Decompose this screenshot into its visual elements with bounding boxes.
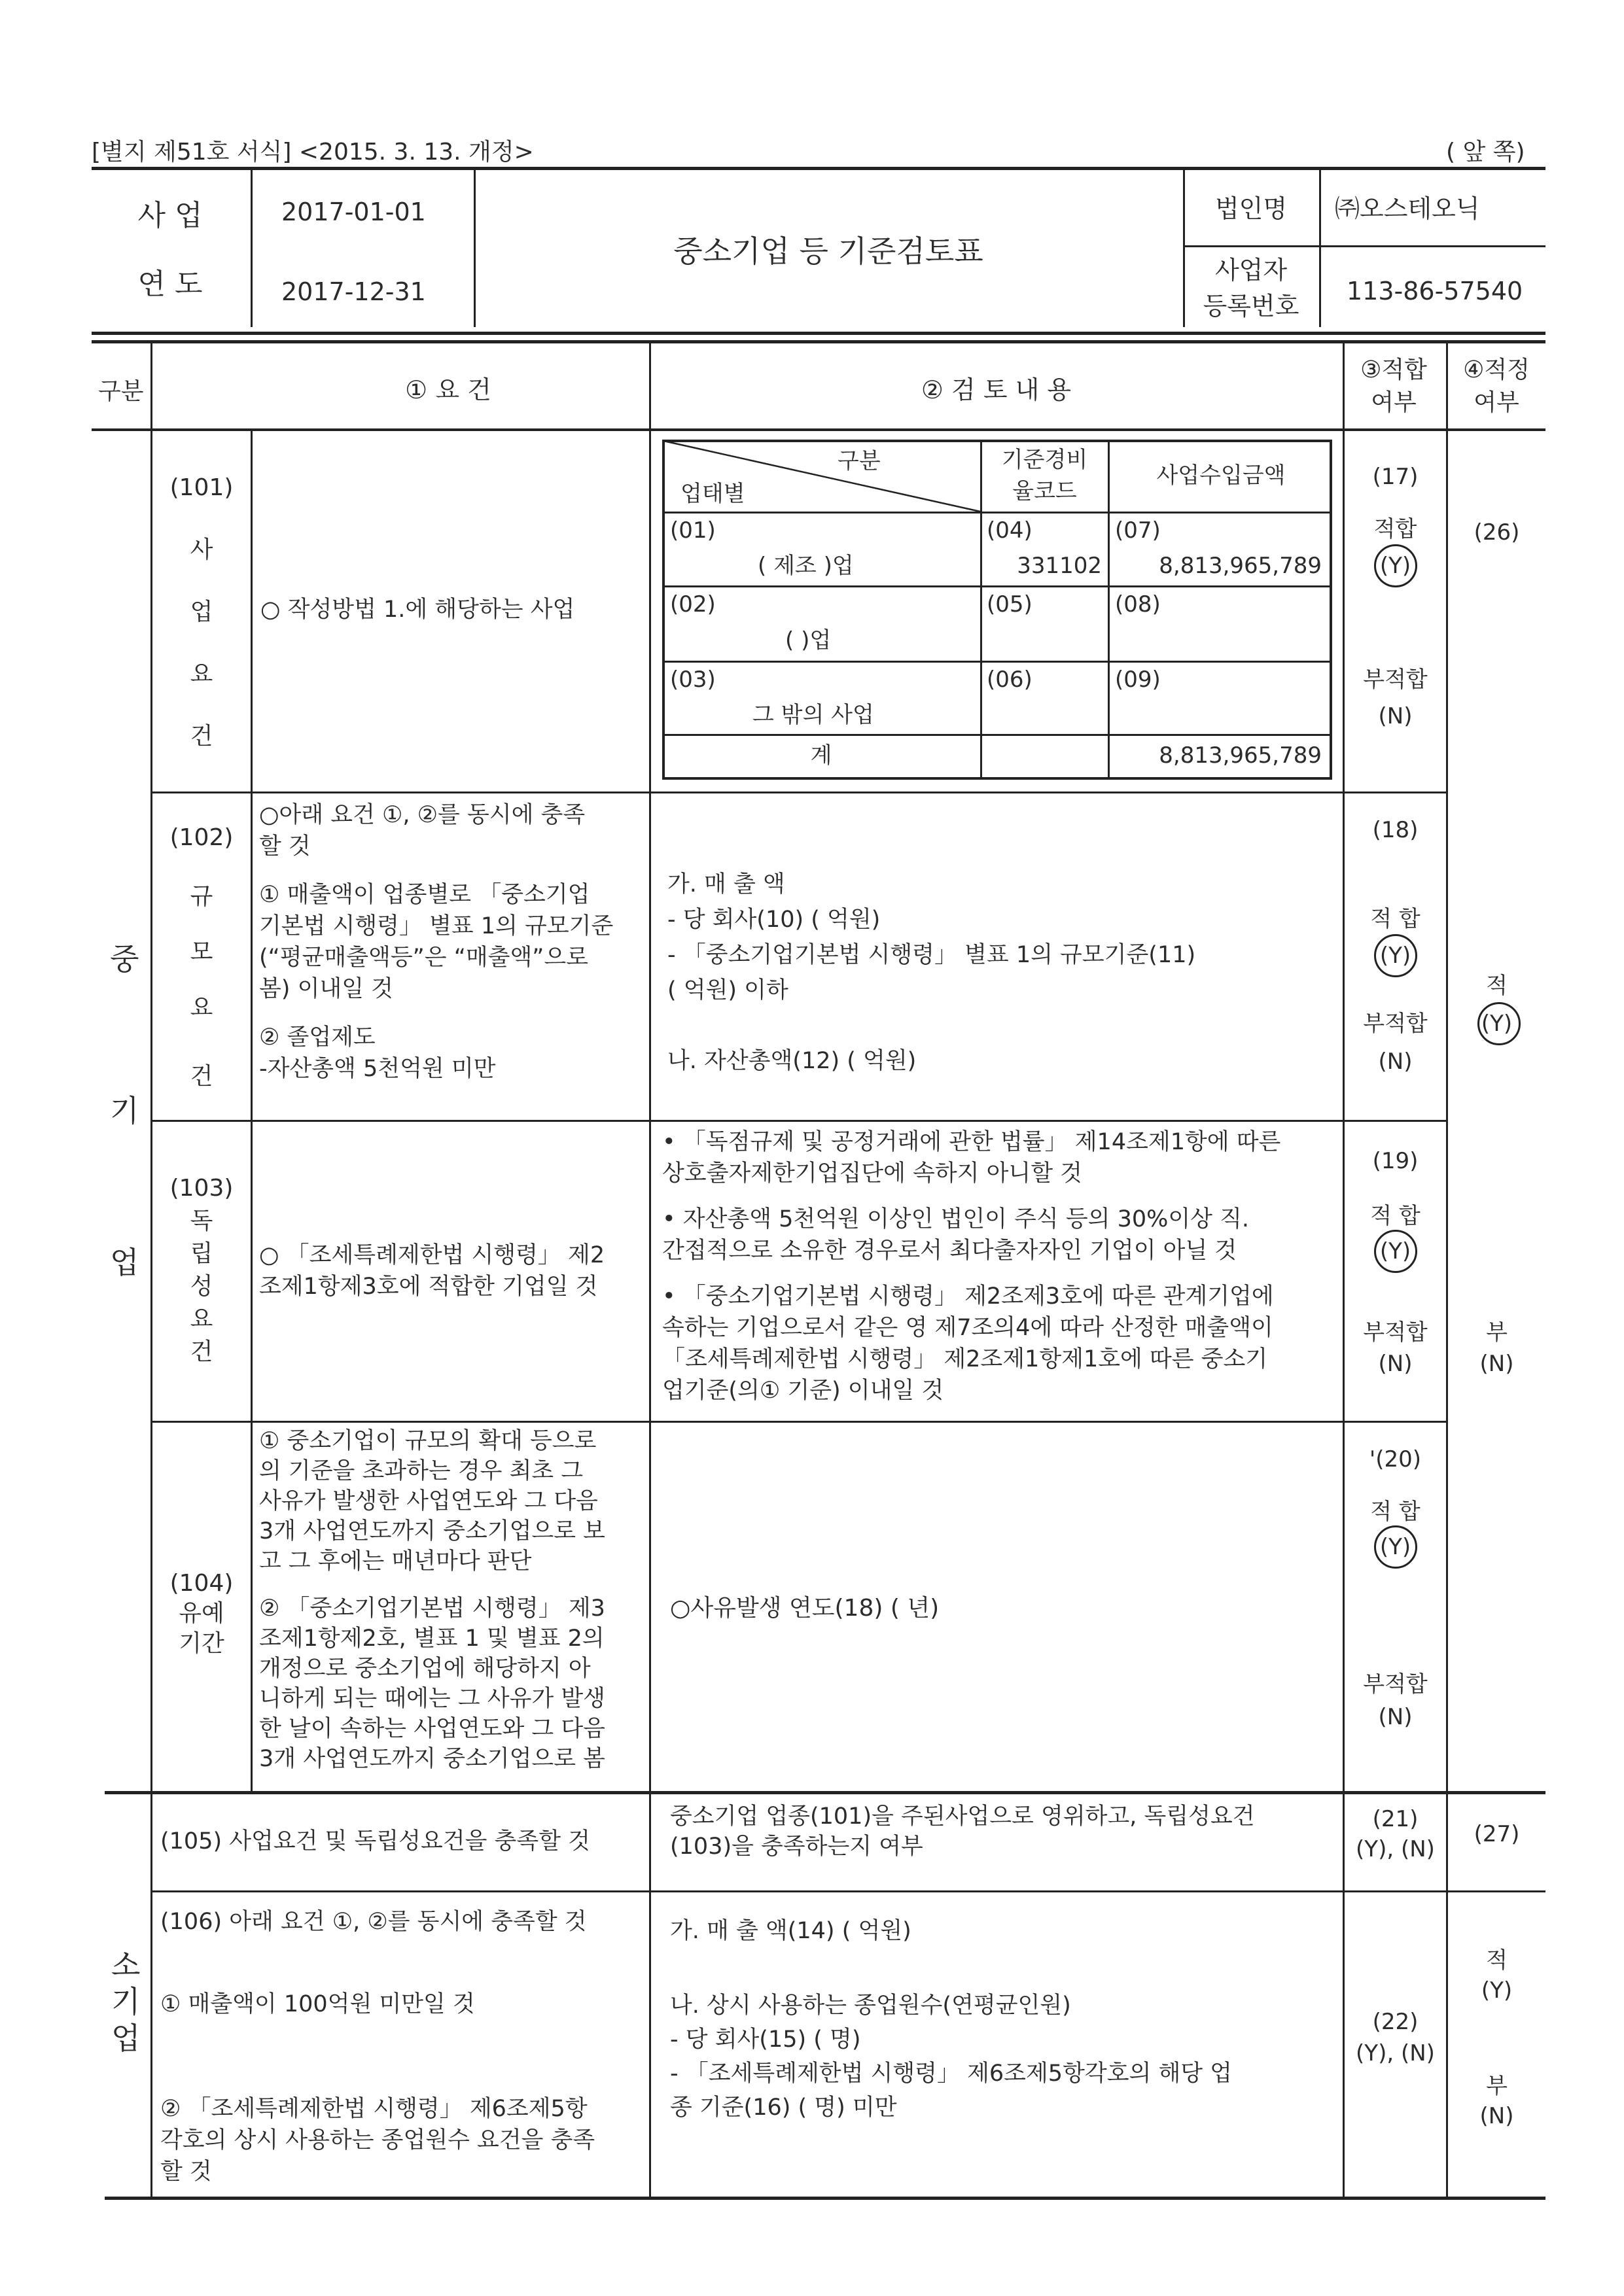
- divider: [251, 170, 253, 327]
- text-line: 조제1항제2호, 별표 1 및 별표 2의: [259, 1626, 605, 1652]
- section-medium-2: 기: [110, 1093, 139, 1128]
- page-title: 중소기업 등 기준검토표: [673, 234, 983, 269]
- text-line: ② 「조세특례제한법 시행령」 제6조제5항: [160, 2096, 588, 2122]
- text-line: - 「중소기업기본법 시행령」 별표 1의 규모기준(11): [667, 942, 1196, 968]
- text-line: 개정으로 중소기업에 해당하지 아: [259, 1656, 591, 1682]
- r101-name-3: 요: [190, 661, 213, 687]
- fiscal-end-date: 2017-12-31: [281, 277, 426, 306]
- divider: [1343, 343, 1345, 2198]
- divider: [150, 1792, 152, 2198]
- r102-ok-y: (Y): [1481, 1011, 1513, 1037]
- r102-fit-no: (18): [1372, 817, 1419, 843]
- inner-h-top: 구분: [838, 448, 881, 474]
- r103-name-4: 요: [190, 1306, 213, 1332]
- title-bottom-rule-2: [92, 340, 1545, 343]
- text-line: ① 중소기업이 규모의 확대 등으로: [259, 1428, 597, 1454]
- text-line: 종 기준(16) ( 명) 미만: [670, 2095, 897, 2121]
- inner-row3-code-no: (06): [987, 667, 1033, 693]
- text-line: 고 그 후에는 매년마다 판단: [259, 1548, 532, 1574]
- r102-fit-yes: 적 합: [1370, 906, 1421, 932]
- r103-fit-no-label: 부적합: [1363, 1319, 1428, 1346]
- divider: [150, 1120, 1446, 1122]
- col-requirement: ① 요 건: [405, 375, 491, 404]
- text-line: ② 졸업제도: [259, 1024, 376, 1051]
- r104-fit-n: (N): [1378, 1704, 1413, 1730]
- text-line: ① 매출액이 업종별로 「중소기업: [259, 882, 590, 908]
- text-line: 3개 사업연도까지 중소기업으로 보: [259, 1518, 605, 1544]
- r101-fit-no-label: 부적합: [1363, 667, 1428, 693]
- inner-row3-amt-no: (09): [1115, 667, 1161, 693]
- section-small-1: 소: [111, 1947, 141, 1983]
- r106-requirement-2: ① 매출액이 100억원 미만일 것: [160, 1991, 475, 2017]
- r104-fit-no-label: 부적합: [1363, 1671, 1428, 1697]
- r101-requirement: ○ 작성방법 1.에 해당하는 사업: [260, 597, 575, 623]
- inner-h-amount: 사업수입금액: [1156, 462, 1286, 489]
- reg-no-label-1: 사업자: [1214, 256, 1288, 285]
- inner-row1-name: ( 제조 )업: [758, 553, 854, 579]
- inner-h-bottom: 업태별: [680, 481, 745, 507]
- divider: [1446, 343, 1448, 2198]
- r101-code: (101): [169, 474, 234, 501]
- year-label-1: 사 업: [137, 199, 203, 232]
- form-number: [별지 제51호 서식] <2015. 3. 13. 개정>: [92, 139, 534, 165]
- page-side-label: ( 앞 쪽): [1446, 139, 1525, 165]
- r106-requirement-3: [160, 2093, 595, 2187]
- r103-review: [662, 1126, 1280, 1406]
- r101-fit-yes: 적합: [1373, 516, 1417, 542]
- r102-review: [667, 867, 1195, 1079]
- r102-fit-no-label: 부적합: [1363, 1011, 1428, 1037]
- text-line: (103)을 충족하는지 여부: [670, 1834, 923, 1860]
- text-line: - 당 회사(15) ( 명): [670, 2026, 861, 2053]
- r106-ok-n: (N): [1479, 2103, 1514, 2129]
- divider: [662, 734, 1332, 736]
- r106-requirement-1: (106) 아래 요건 ①, ②를 동시에 충족할 것: [160, 1909, 587, 1935]
- text-line: 각호의 상시 사용하는 종업원수 요건을 충족: [160, 2127, 595, 2153]
- inner-total-label: 계: [810, 742, 832, 769]
- divider: [1108, 440, 1110, 780]
- reg-no-label-2: 등록번호: [1203, 292, 1299, 321]
- text-line: 사유가 발생한 사업연도와 그 다음: [259, 1488, 598, 1514]
- r105-ok-no: (27): [1474, 1821, 1520, 1847]
- inner-row1-amt-no: (07): [1115, 517, 1161, 544]
- r101-name-2: 업: [190, 599, 213, 625]
- r104-code: (104): [169, 1570, 234, 1597]
- r104-name-2: 기간: [179, 1630, 224, 1657]
- col-review: ② 검 토 내 용: [921, 375, 1072, 404]
- r106-fit-yn: (Y), (N): [1356, 2040, 1435, 2066]
- r104-review: ○사유발생 연도(18) ( 년): [670, 1595, 940, 1622]
- inner-row3-name: 그 밖의 사업: [752, 702, 874, 728]
- r103-fit-n: (N): [1378, 1351, 1413, 1377]
- r102-ok-yes: 적: [1486, 973, 1508, 999]
- divider: [1319, 170, 1321, 327]
- text-line: -자산총액 5천억원 미만: [259, 1056, 496, 1082]
- text-line: 업기준(의① 기준) 이내일 것: [662, 1378, 944, 1404]
- inner-h-code-1: 기준경비: [1001, 447, 1088, 473]
- r103-fit-no: (19): [1372, 1148, 1419, 1174]
- r104-fit-yes: 적 합: [1370, 1499, 1421, 1525]
- inner-row1-code: 331102: [1017, 553, 1102, 579]
- r104-name-1: 유예: [179, 1600, 224, 1627]
- col-fit-2: 여부: [1371, 389, 1417, 416]
- inner-row2-name: ( )업: [785, 627, 832, 653]
- inner-row2-amt-no: (08): [1115, 591, 1161, 617]
- r102-requirement: [259, 799, 613, 1085]
- divider: [662, 585, 1332, 587]
- r103-code: (103): [169, 1175, 234, 1202]
- r106-ok-yes: 적: [1486, 1947, 1508, 1974]
- r102-name-3: 요: [190, 994, 213, 1021]
- text-line: 가. 매 출 액: [667, 871, 785, 897]
- text-line: 속하는 기업으로서 같은 영 제7조의4에 따라 산정한 매출액이: [662, 1315, 1273, 1341]
- fiscal-start-date: 2017-01-01: [281, 198, 426, 226]
- r105-requirement: (105) 사업요건 및 독립성요건을 충족할 것: [160, 1828, 590, 1854]
- inner-row3-no: (03): [670, 667, 716, 693]
- r101-fit-y: (Y): [1379, 553, 1411, 579]
- text-line: ○ 「조세특례제한법 시행령」 제2: [259, 1242, 605, 1268]
- text-line: 한 날이 속하는 사업연도와 그 다음: [259, 1716, 605, 1742]
- r102-fit-n: (N): [1378, 1049, 1413, 1075]
- r103-name-5: 건: [190, 1338, 213, 1365]
- r106-review-sales: 가. 매 출 액(14) ( 억원): [670, 1918, 911, 1944]
- business-reg-number: 113-86-57540: [1347, 277, 1523, 305]
- text-line: ○아래 요건 ①, ②를 동시에 충족: [259, 802, 586, 828]
- inner-row2-no: (02): [670, 591, 716, 617]
- section-small-2: 기: [111, 1984, 141, 2019]
- text-line: 기본법 시행령」 별표 1의 규모기준: [259, 913, 614, 939]
- inner-row2-code-no: (05): [987, 591, 1033, 617]
- corp-name-label: 법인명: [1214, 194, 1288, 223]
- divider: [150, 1421, 1446, 1423]
- r102-name-4: 건: [190, 1063, 213, 1090]
- section-medium-1: 중: [110, 941, 139, 977]
- section-rule: [105, 1791, 1545, 1794]
- text-line: 중소기업 업종(101)을 주된사업으로 영위하고, 독립성요건: [670, 1803, 1255, 1830]
- col-ok-1: ④적정: [1463, 357, 1530, 383]
- inner-row1-code-no: (04): [987, 517, 1033, 544]
- text-line: 나. 자산총액(12) ( 억원): [667, 1048, 917, 1074]
- text-line: - 당 회사(10) ( 억원): [667, 907, 881, 933]
- text-line: ( 억원) 이하: [667, 977, 788, 1003]
- r106-fit-no: (22): [1372, 2009, 1419, 2035]
- section-small-3: 업: [111, 2021, 141, 2056]
- text-line: 봄) 이내일 것: [259, 976, 393, 1002]
- r106-ok-y: (Y): [1481, 1977, 1513, 2004]
- r105-review: [670, 1801, 1255, 1862]
- year-label-2: 연 도: [137, 268, 203, 301]
- header-rule: [92, 167, 1545, 170]
- r101-ok-no: (26): [1474, 519, 1520, 546]
- r104-fit-no: '(20): [1369, 1446, 1422, 1472]
- r106-ok-no-label: 부: [1486, 2073, 1508, 2099]
- bottom-rule: [105, 2197, 1545, 2200]
- divider: [251, 431, 253, 1792]
- text-line: - 「조세특례제한법 시행령」 제6조제5항각호의 해당 업: [670, 2061, 1232, 2087]
- divider: [662, 661, 1332, 663]
- text-line: 의 기준을 초과하는 경우 최초 그: [259, 1458, 584, 1484]
- divider: [150, 1890, 1545, 1892]
- r103-fit-yes: 적 합: [1370, 1203, 1421, 1229]
- col-header-rule: [92, 428, 1545, 431]
- r103-name-1: 독: [190, 1208, 213, 1234]
- text-line: 나. 상시 사용하는 종업원수(연평균인원): [670, 1992, 1071, 2019]
- text-line: 3개 사업연도까지 중소기업으로 봄: [259, 1746, 605, 1772]
- title-bottom-rule: [92, 332, 1545, 335]
- text-line: 「조세특례제한법 시행령」 제2조제1항제1호에 따른 중소기: [662, 1346, 1268, 1372]
- r103-name-2: 립: [190, 1240, 213, 1267]
- divider: [150, 791, 1446, 793]
- r104-requirement: [259, 1426, 605, 1774]
- text-line: 할 것: [259, 833, 311, 860]
- inner-row1-amount: 8,813,965,789: [1159, 553, 1322, 579]
- text-line: (“평균매출액등”은 “매출액”으로: [259, 945, 589, 971]
- text-line: • 「중소기업기본법 시행령」 제2조제3호에 따른 관계기업에: [662, 1283, 1274, 1310]
- text-line: • 자산총액 5천억원 이상인 법인이 주식 등의 30%이상 직.: [662, 1206, 1250, 1232]
- text-line: 상호출자제한기업집단에 속하지 아니할 것: [662, 1160, 1082, 1187]
- r102-name-1: 규: [190, 883, 213, 910]
- divider: [649, 343, 651, 2198]
- inner-h-code-2: 율코드: [1012, 478, 1077, 504]
- r106-review-employees: [670, 1989, 1232, 2125]
- r101-name-1: 사: [190, 536, 213, 563]
- col-fit-1: ③적합: [1360, 357, 1427, 383]
- section-medium-3: 업: [110, 1245, 139, 1280]
- divider: [1183, 245, 1545, 247]
- r102-code: (102): [169, 824, 234, 851]
- r103-ok-no-label: 부: [1486, 1319, 1508, 1346]
- r103-fit-y: (Y): [1379, 1238, 1411, 1264]
- text-line: 니하게 되는 때에는 그 사유가 발생: [259, 1686, 605, 1712]
- text-line: 할 것: [160, 2159, 212, 2185]
- r104-fit-y: (Y): [1379, 1534, 1411, 1560]
- r103-name-3: 성: [190, 1273, 213, 1300]
- r105-fit-no: (21): [1372, 1806, 1419, 1832]
- r101-name-4: 건: [190, 723, 213, 750]
- inner-row1-no: (01): [670, 517, 716, 544]
- text-line: • 「독점규제 및 공정거래에 관한 법률」 제14조제1항에 따른: [662, 1129, 1281, 1155]
- corp-name: ㈜오스테오닉: [1335, 194, 1480, 223]
- r105-fit-yn: (Y), (N): [1356, 1836, 1435, 1862]
- inner-total-amount: 8,813,965,789: [1159, 742, 1322, 769]
- r103-ok-n: (N): [1479, 1351, 1514, 1377]
- r101-fit-no: (17): [1372, 464, 1419, 490]
- col-ok-2: 여부: [1474, 389, 1519, 416]
- text-line: ② 「중소기업기본법 시행령」 제3: [259, 1595, 605, 1622]
- r101-fit-n: (N): [1378, 703, 1413, 729]
- r103-requirement: [259, 1240, 605, 1302]
- col-category: 구분: [98, 378, 144, 405]
- text-line: 조제1항제3호에 적합한 기업일 것: [259, 1274, 598, 1300]
- r102-fit-y: (Y): [1379, 943, 1411, 969]
- text-line: 간접적으로 소유한 경우로서 최다출자자인 기업이 아닐 것: [662, 1238, 1237, 1264]
- r102-name-2: 모: [190, 939, 213, 965]
